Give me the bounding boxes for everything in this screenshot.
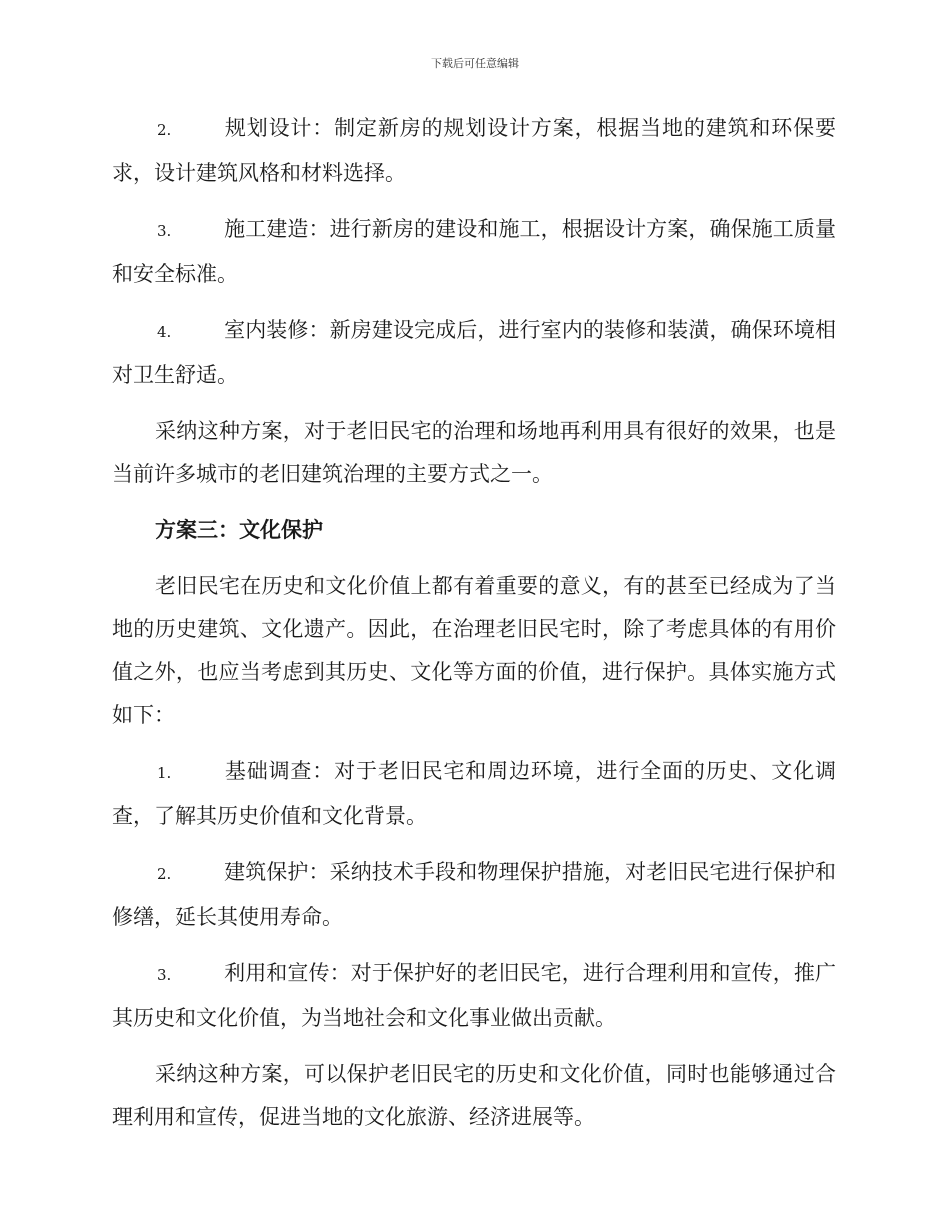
list-item [112, 208, 836, 296]
list-text: 规划设计：制定新房的规划设计方案，根据当地的建筑和环保要求，设计建筑风格和材料选择。 [112, 116, 836, 185]
list-text: 利用和宣传：对于保护好的老旧民宅，进行合理利用和宣传，推广其历史和文化价值，为当地社会和文化事业做出贡献。 [112, 961, 836, 1030]
list-text: 建筑保护：采纳技术手段和物理保护措施，对老旧民宅进行保护和修缮，延长其使用寿命。 [112, 860, 836, 929]
page-header: 下载后可任意编辑 [431, 57, 519, 70]
list-number: 1. [157, 764, 172, 782]
list-text: 室内装修：新房建设完成后，进行室内的装修和装潢，确保环境相对卫生舒适。 [112, 318, 836, 387]
section-heading: 方案三：文化保护 [155, 518, 323, 542]
list-item [112, 851, 836, 939]
list-number: 3. [157, 222, 172, 240]
list-text: 基础调查：对于老旧民宅和周边环境，进行全面的历史、文化调查，了解其历史价值和文化背景。 [112, 759, 836, 828]
document-body [112, 107, 836, 1152]
list-number: 2. [157, 865, 172, 883]
list-number: 2. [157, 121, 172, 139]
list-item [112, 750, 836, 838]
list-number: 3. [157, 966, 172, 984]
list-item [112, 107, 836, 195]
paragraph: 采纳这种方案，可以保护老旧民宅的历史和文化价值，同时也能够通过合理利用和宣传，促进当地的文化旅游、经济进展等。 [112, 1062, 836, 1129]
list-number: 4. [157, 323, 172, 341]
list-item [112, 952, 836, 1040]
list-item [112, 309, 836, 397]
paragraph: 老旧民宅在历史和文化价值上都有着重要的意义，有的甚至已经成为了当地的历史建筑、文化遗产。因此，在治理老旧民宅时，除了考虑具体的有用价值之外，也应当考虑到其历史、文化等方面的价值，进行保护。具体实施方式如下： [112, 574, 836, 727]
paragraph: 采纳这种方案，对于老旧民宅的治理和场地再利用具有很好的效果，也是当前许多城市的老旧建筑治理的主要方式之一。 [112, 419, 836, 486]
list-text: 施工建造：进行新房的建设和施工，根据设计方案，确保施工质量和安全标准。 [112, 217, 836, 286]
